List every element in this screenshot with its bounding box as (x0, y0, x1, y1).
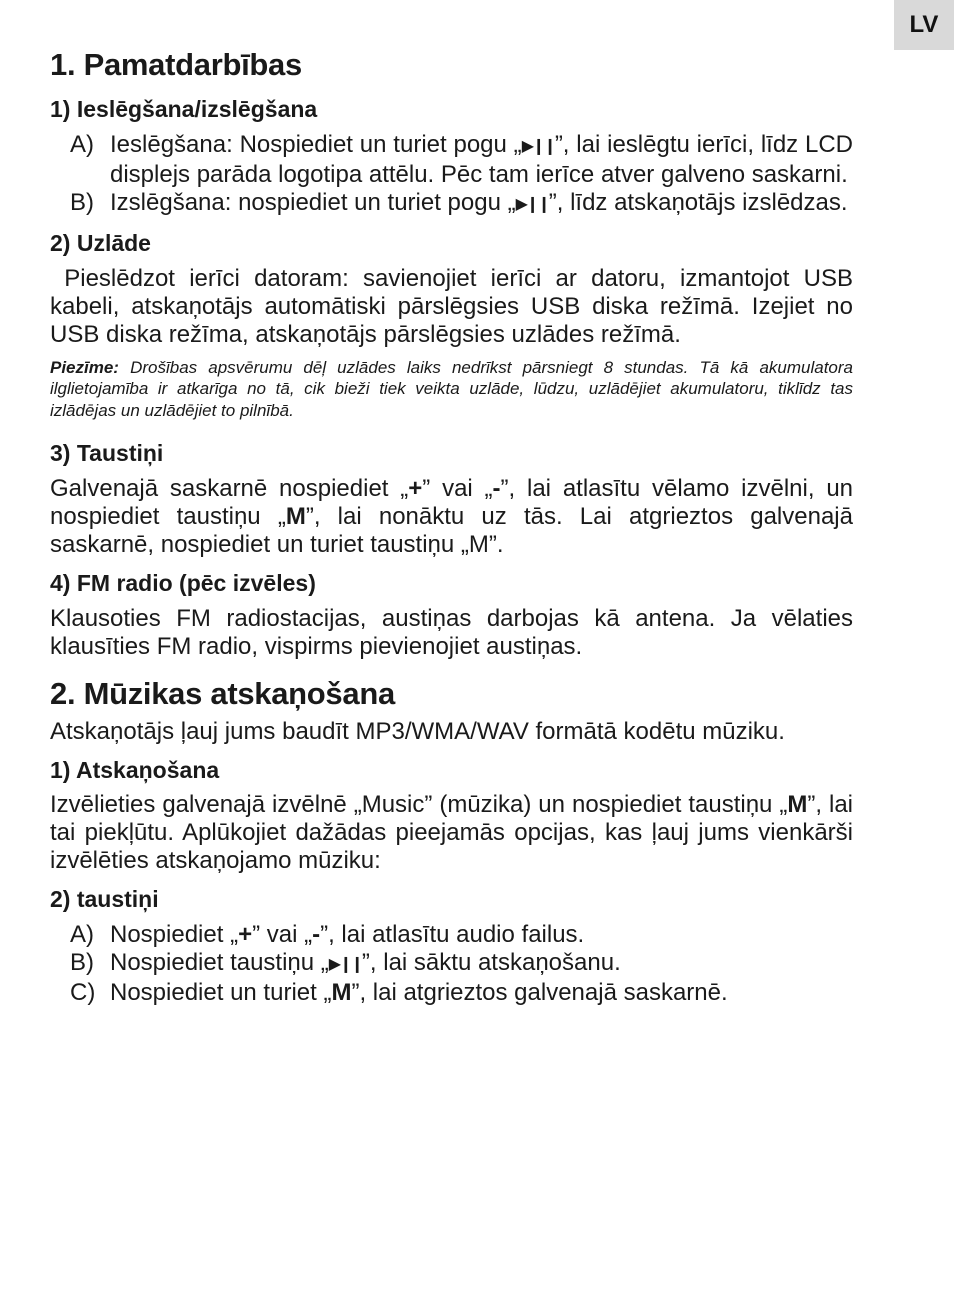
list-marker: B) (70, 188, 94, 216)
list-item (50, 949, 853, 979)
list-text: Ieslēgšana: Nospiediet un turiet pogu „▶❙❙”, lai ieslēgtu ierīci, līdz LCD displejs parāda logotipa attēlu. Pēc tam ierīce atver galveno saskarni. (110, 130, 853, 188)
subsection-title-keys: 3) Taustiņi (50, 440, 164, 467)
list-item (50, 131, 853, 189)
play-pause-icon: ▶❙❙ (328, 956, 362, 974)
list-marker: B) (70, 949, 94, 977)
list-text: Nospiediet „+” vai „-”, lai atlasītu audio failus. (110, 921, 585, 949)
charging-note (50, 357, 853, 422)
section-title-music: 2. Mūzikas atskaņošana (50, 675, 395, 711)
play-pause-icon: ▶❙❙ (521, 137, 555, 155)
music-keys-list (50, 921, 853, 1007)
document-body (50, 40, 860, 1013)
keys-paragraph: Galvenajā saskarnē nospiediet „+” vai „-”, lai atlasītu vēlamo izvēlni, un nospiediet taustiņu „M”, lai nonāktu uz tās. Lai atgrieztos galvenajā saskarnē, nospiediet un turiet taustiņu „M”. (50, 474, 854, 558)
note-label: Piezīme: (50, 357, 119, 377)
section-title-basics: 1. Pamatdarbības (50, 47, 302, 82)
power-list (50, 131, 853, 219)
music-intro-paragraph: Atskaņotājs ļauj jums baudīt MP3/WMA/WAV formātā kodētu mūziku. (50, 717, 785, 745)
list-marker: A) (70, 921, 94, 949)
list-marker: A) (70, 130, 94, 158)
subsection-title-music-keys: 2) taustiņi (50, 886, 159, 913)
language-tab: LV (894, 0, 954, 50)
list-item (50, 189, 853, 219)
subsection-title-fm-radio: 4) FM radio (pēc izvēles) (50, 569, 316, 596)
play-pause-icon: ▶❙❙ (515, 195, 549, 213)
subsection-title-power: 1) Ieslēgšana/izslēgšana (50, 95, 318, 122)
list-text: Nospiediet taustiņu „▶❙❙”, lai sāktu atskaņošanu. (110, 949, 853, 979)
list-text: Nospiediet un turiet „M”, lai atgrieztos galvenajā saskarnē. (110, 979, 728, 1007)
list-item (50, 921, 853, 949)
charging-paragraph: Pieslēdzot ierīci datoram: savienojiet ierīci ar datoru, izmantojot USB kabeli, atskaņotājs automātiski pārslēgsies USB diska režīmā. Izejiet no USB diska režīma, atskaņotājs pārslēgsies uzlādes režīmā. (50, 264, 860, 348)
subsection-title-playback: 1) Atskaņošana (50, 756, 220, 783)
note-text: Drošības apsvērumu dēļ uzlādes laiks nedrīkst pārsniegt 8 stundas. Tā kā akumulatora ilglietojamība ir atkarīga no tā, cik bieži tiek veikta uzlāde, lūdzu, uzlādējiet akumulatoru, tiklīdz tas izlādējas un uzlādējiet to pilnībā. (50, 357, 853, 420)
list-text: Izslēgšana: nospiediet un turiet pogu „▶❙❙”, līdz atskaņotājs izslēdzas. (110, 189, 853, 219)
list-item (50, 979, 853, 1007)
playback-paragraph: Izvēlieties galvenajā izvēlnē „Music” (mūzika) un nospiediet taustiņu „M”, lai tai piekļūtu. Aplūkojiet dažādas pieejamās opcijas, kas ļauj jums vienkārši izvēlēties atskaņojamo mūziku: (50, 791, 854, 875)
subsection-title-charging: 2) Uzlāde (50, 229, 151, 256)
fm-radio-paragraph: Klausoties FM radiostacijas, austiņas darbojas kā antena. Ja vēlaties klausīties FM radio, vispirms pievienojiet austiņas. (50, 604, 853, 660)
list-marker: C) (70, 979, 96, 1007)
